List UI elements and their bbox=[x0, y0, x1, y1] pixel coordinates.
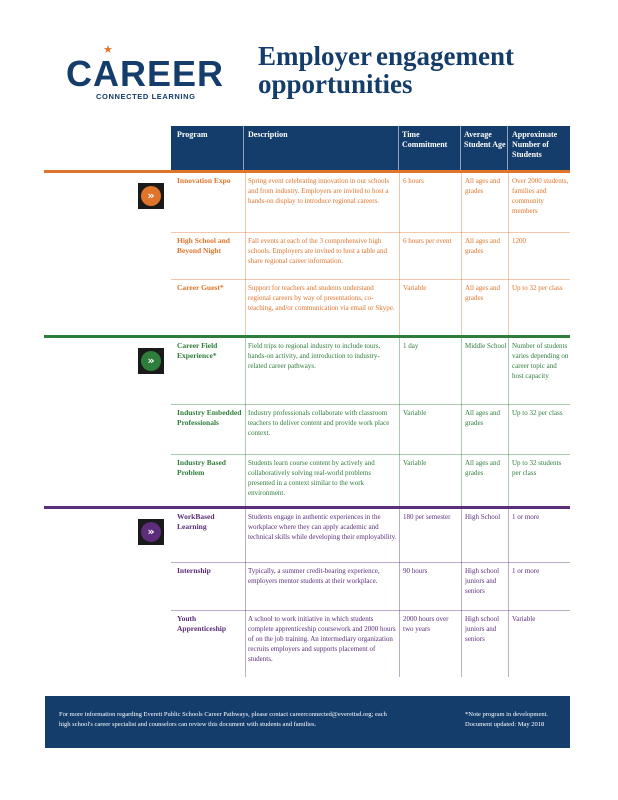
table-header bbox=[171, 126, 570, 171]
title-line-2: opportunities bbox=[258, 69, 413, 99]
section-divider bbox=[44, 335, 570, 338]
logo-word: CAREER bbox=[66, 53, 225, 94]
cell-time: Variable bbox=[403, 459, 427, 467]
cell-students: Variable bbox=[512, 615, 536, 623]
double-chevron-icon: » bbox=[138, 183, 164, 209]
cell-description: Field trips to regional industry to include tours, hands-on activity, and introduction to industry-related career pathways. bbox=[248, 342, 381, 370]
cell-time: 2000 hours over two years bbox=[403, 615, 449, 633]
cell-students: Up to 32 students per class bbox=[512, 459, 562, 477]
title-word-1: Employer bbox=[258, 41, 372, 71]
cell-time: 6 hours bbox=[403, 177, 424, 185]
cell-program: Youth Apprenticeship bbox=[177, 614, 227, 633]
cell-time: Variable bbox=[403, 284, 427, 292]
cell-description: Typically, a summer credit-bearing experience, employers mentor students at their workplace. bbox=[248, 567, 380, 585]
cell-age: All ages and grades bbox=[465, 237, 500, 255]
star-icon: ★ bbox=[103, 44, 113, 56]
cell-students: Number of students varies depending on career topic and host capacity bbox=[512, 342, 569, 380]
cell-age: All ages and grades bbox=[465, 409, 500, 427]
cell-program: Industry Based Problem bbox=[177, 458, 226, 477]
cell-age: Middle School bbox=[465, 342, 507, 350]
cell-time: 180 per semester bbox=[403, 513, 451, 521]
career-connected-learning-logo bbox=[66, 44, 226, 104]
cell-program: Career Field Experience* bbox=[177, 341, 218, 360]
header-students: Approximate Number of Students bbox=[512, 130, 558, 159]
footer-contact: For more information regarding Everett Public Schools Career Pathways, please contact careerconnected@everettsd.org; each high school's career specialist and counselors can review this document with students and families. bbox=[59, 711, 387, 728]
cell-time: 6 hours per event bbox=[403, 237, 452, 245]
header-program: Program bbox=[177, 130, 208, 139]
cell-students: 1 or more bbox=[512, 567, 540, 575]
cell-students: 1 or more bbox=[512, 513, 540, 521]
cell-program: Industry Embedded Professionals bbox=[177, 408, 242, 427]
cell-time: 90 hours bbox=[403, 567, 428, 575]
section-divider bbox=[44, 506, 570, 509]
double-chevron-icon: » bbox=[138, 519, 164, 545]
cell-age: High school juniors and seniors bbox=[465, 567, 500, 595]
cell-description: Students engage in authentic experiences in the workplace where they can apply academic and technical skills while developing their employability. bbox=[248, 513, 397, 541]
cell-age: High School bbox=[465, 513, 501, 521]
cell-description: Spring event celebrating innovation in our schools and from industry. Employers are invited to host a hands-on display to introduce regional careers. bbox=[248, 177, 390, 205]
cell-age: All ages and grades bbox=[465, 459, 500, 477]
cell-students: Up to 32 per class bbox=[512, 284, 563, 292]
cell-description: A school to work initiative in which students complete apprenticeship coursework and 2000 hours of on the job training. An intermediary organization recruits employers and supports placement of students. bbox=[248, 615, 396, 663]
cell-description: Fall events at each of the 3 comprehensive high schools. Employers are invited to host a table and share regional career information. bbox=[248, 237, 387, 265]
cell-age: High school juniors and seniors bbox=[465, 615, 500, 643]
cell-description: Support for teachers and students understand regional careers by way of presentations, co-teaching, and/or communication via email or Skype. bbox=[248, 284, 395, 312]
cell-program: Internship bbox=[177, 566, 211, 575]
cell-time: Variable bbox=[403, 409, 427, 417]
cell-students: 1200 bbox=[512, 237, 526, 245]
cell-time: 1 day bbox=[403, 342, 419, 350]
cell-program: WorkBased Learning bbox=[177, 512, 215, 531]
cell-students: Up to 32 per class bbox=[512, 409, 563, 417]
double-chevron-icon: » bbox=[138, 348, 164, 374]
logo-subtitle: CONNECTED LEARNING bbox=[96, 92, 196, 101]
title-word-2: engagement bbox=[376, 41, 514, 71]
header-description: Description bbox=[248, 130, 288, 139]
cell-program: High School and Beyond Night bbox=[177, 236, 230, 255]
cell-program: Career Guest* bbox=[177, 283, 224, 292]
header-time: Time Commitment bbox=[402, 130, 448, 149]
page-title bbox=[258, 42, 514, 98]
section-divider bbox=[44, 170, 570, 173]
cell-age: All ages and grades bbox=[465, 177, 500, 195]
footer bbox=[45, 696, 570, 748]
cell-program: Innovation Expo bbox=[177, 176, 231, 185]
cell-description: Students learn course content by actively and collaboratively solving real-world problems presented in a context similar to the work environment. bbox=[248, 459, 375, 497]
cell-students: Over 2000 students, families and community members bbox=[512, 177, 569, 215]
header-age: Average Student Age bbox=[464, 130, 506, 149]
footer-note: *Note program in development. Document updated: May 2018 bbox=[465, 711, 549, 728]
cell-age: All ages and grades bbox=[465, 284, 500, 302]
cell-description: Industry professionals collaborate with classroom teachers to deliver content and provide work place context. bbox=[248, 409, 390, 437]
